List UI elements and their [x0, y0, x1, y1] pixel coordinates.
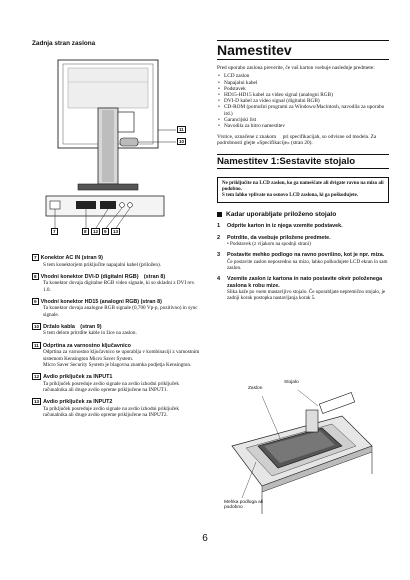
- step-title: Vzemite zaslon iz kartona in nato postavite okvir položenega zaslona k robu mize.: [227, 276, 383, 289]
- legend-body: S tem delom pritrdite kable in žice na zaslon.: [43, 330, 137, 337]
- stand-subhead-text: Kadar uporabljate priloženo stojalo: [226, 211, 337, 219]
- right-column: [217, 40, 389, 301]
- subsection-title-stand: Namestitev 1:Sestavite stojalo: [217, 154, 389, 169]
- step-3: [217, 252, 389, 271]
- callout-7: 7: [53, 229, 56, 234]
- step-title: Odprite karton in iz njega vzemite podstavek.: [227, 223, 343, 230]
- legend-title: Konektor AC IN (stran 9): [40, 255, 103, 261]
- package-intro: Pred uporabo zaslona preverite, če vaš karton vsebuje naslednje predmete:: [217, 65, 375, 71]
- list-item: • HD15-HD15 kabel za video signal (analogni RGB): [224, 92, 389, 98]
- list-item: • Navodila za hitro namestitev: [224, 123, 389, 129]
- package-contents-list: [217, 73, 389, 129]
- list-item: • Garancijski list: [224, 117, 389, 123]
- step-title: Potrdite, da vsebuje priložene predmete.: [227, 234, 331, 241]
- page-number: 6: [202, 533, 208, 544]
- legend-title: Vhodni konektor DVI-D (digitalni RGB) (stran 8): [40, 273, 166, 280]
- rear-section-title: Zadnja stran zaslona: [32, 40, 96, 47]
- step-4: [217, 276, 389, 301]
- legend-title: Odprtina za varnostno ključavnico: [42, 342, 131, 349]
- legend-item-hd15: [32, 298, 200, 318]
- list-item: • DVI-D kabel za video signal (digitalni RGB): [224, 98, 389, 104]
- step-number: 2: [217, 234, 221, 241]
- step-body: Slika kaže po vsem mastavljivo stojalo. Če uporabljate nepremično stojalo, je zadnji korak postopka nastavljanja korak 5.: [227, 288, 386, 302]
- stand-subhead: [217, 211, 389, 218]
- square-bullet-icon: [217, 212, 222, 217]
- label-screen: Zaslon: [248, 386, 263, 391]
- legend-item-audio-input2: [32, 398, 200, 418]
- left-column: [32, 40, 200, 423]
- legend-title: Držalo kabla (stran 9): [43, 323, 102, 330]
- list-item: • CD-ROM (pomožni programi za Windows/Macintosh, navodila za uporabo itd.): [224, 104, 389, 116]
- callout-8: 8: [84, 229, 87, 234]
- label-stand: Stojalo: [284, 380, 299, 385]
- legend-item-audio-input1: [32, 373, 200, 393]
- legend-number: 12: [34, 374, 40, 380]
- step-body: • Podstavek (z vijakom na spodnji strani): [227, 241, 311, 248]
- legend-item-security-slot: [32, 342, 200, 368]
- legend-number: 9: [34, 298, 37, 304]
- legend-body: Ta konektor dovaja digitalne RGB video signale, ki so skladni z DVI rev. 1.0.: [43, 280, 196, 293]
- callout-10: 10: [179, 139, 185, 144]
- section-title-setup: Namestitev: [217, 40, 389, 60]
- legend-title: Vhodni konektor HD15 (analogni RGB) (stran 8): [40, 298, 162, 305]
- step-2: [217, 235, 389, 248]
- legend-number: 11: [34, 342, 39, 348]
- monitor-rear-illustration: [32, 52, 200, 246]
- callout-11: 11: [179, 127, 184, 132]
- legend-item-ac-in: [32, 254, 200, 268]
- step-number: 1: [217, 223, 221, 230]
- monitor-rear-figure: [32, 52, 200, 246]
- stand-assembly-illustration: [222, 376, 382, 516]
- connector-legend: [32, 254, 200, 418]
- legend-title: Avdio priključek za INPUT2: [43, 399, 118, 406]
- model-note: Vrstice, označene z znakom pri specifikacijah, so odvisne od modela. Za podrobnosti glejte »Specifikacije« (stran 20).: [217, 134, 377, 147]
- legend-number: 8: [34, 273, 37, 279]
- list-item: • Podstavek: [224, 86, 389, 92]
- list-item: • LCD zaslon: [224, 73, 389, 79]
- legend-item-dvi-d: [32, 273, 200, 293]
- callout-13: 13: [113, 229, 119, 234]
- warning-box: [217, 177, 389, 204]
- label-soft-pad: Mehka podloga ali podobno: [224, 500, 263, 511]
- legend-number: 13: [34, 399, 40, 405]
- legend-number: 10: [34, 323, 40, 329]
- step-number: 3: [217, 252, 221, 259]
- step-title: Postavite mehko podlogo na ravno površino, kot je npr. miza.: [227, 252, 385, 259]
- legend-title: Avdio priključek za INPUT1: [43, 374, 118, 381]
- legend-body: Ta priključek posreduje avdio signale na avdio izhodni priključek računalnika ali druge avdio opreme priključene na INPUT1.: [43, 380, 179, 393]
- list-item: • Napajalni kabel: [224, 80, 389, 86]
- step-number: 4: [217, 276, 221, 283]
- step-body: Če postavite zaslon neposredno na mizo, lahko poškodujete LCD ekran in sam zaslon.: [227, 258, 388, 271]
- callout-9: 9: [104, 229, 107, 234]
- stand-assembly-figure: [222, 376, 382, 516]
- callout-12: 12: [93, 229, 99, 234]
- step-1: [217, 223, 389, 229]
- legend-number: 7: [34, 255, 37, 260]
- legend-body: Odprtina za varnostno ključavnico se uporablja v kombinaciji z varnostnim sistemom Kensington Micro Saver System. Micro Saver Security System je blagovna znamka podjetja Kensington.: [43, 349, 200, 368]
- legend-item-cable-holder: [32, 323, 200, 337]
- legend-body: S tem konektorjem priključite napajalni kabel (priložen).: [43, 261, 161, 268]
- legend-body: Ta konektor dovaja analogne RGB signale (0,700 Vp-p, pozitivno) in sync signale.: [43, 305, 198, 318]
- warning-text: Ne priključite na LCD zaslon, ko ga nameščate ali dvigate ravno na mizo ali podobno. S tem lahko vplivate na osnovo LCD zaslona, ki ga poškodujete.: [222, 180, 384, 199]
- legend-body: Ta priključek posreduje avdio signale na avdio izhodni priključek računalnika ali druge avdio opreme priključene na INPUT2.: [43, 405, 179, 419]
